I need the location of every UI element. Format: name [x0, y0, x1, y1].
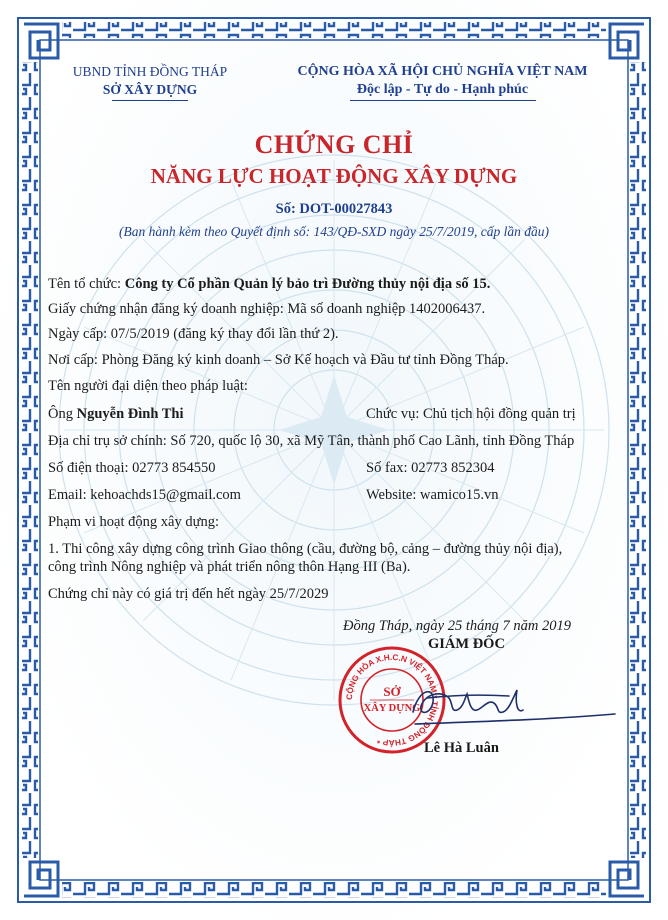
certificate-title: CHỨNG CHỈ [254, 130, 414, 159]
organization-name: Công ty Cổ phần Quản lý bảo trì Đường thủy nội địa số 15. [124, 276, 491, 292]
certificate-subtitle: NĂNG LỰC HOẠT ĐỘNG XÂY DỰNG [150, 164, 518, 188]
representative-prefix: Ông [48, 406, 77, 422]
handwritten-signature [405, 668, 620, 738]
website: Website: wamico15.vn [366, 487, 499, 503]
certificate-number: Số: DOT-00027843 [275, 201, 393, 217]
fax-number: Số fax: 02773 852304 [366, 460, 495, 476]
issue-date: Ngày cấp: 07/5/2019 (đăng ký thay đổi lần thứ 2). [48, 326, 339, 342]
validity-statement: Chứng chỉ này có giá trị đến hết ngày 25/7/2029 [48, 586, 329, 602]
organization-line [48, 276, 490, 293]
scope-item-1: 1. Thi công xây dựng công trình Giao thông (cầu, đường bộ, cảng – đường thủy nội địa), [48, 541, 563, 557]
issuing-authority-parent: UBND TỈNH ĐỒNG THÁP [72, 64, 228, 79]
header-underline-right [350, 100, 536, 101]
header-underline-left [112, 100, 188, 101]
issuing-authority: SỞ XÂY DỰNG [102, 82, 198, 97]
svg-text:SỞ: SỞ [383, 684, 401, 699]
head-office-address: Địa chỉ trụ sở chính: Số 720, quốc lộ 30, xã Mỹ Tân, thành phố Cao Lãnh, tỉnh Đồng Tháp [48, 433, 575, 449]
svg-text:XÂY DỰNG: XÂY DỰNG [363, 703, 421, 714]
scope-label: Phạm vi hoạt động xây dựng: [48, 514, 219, 530]
signer-name: Lê Hà Luân [424, 740, 499, 756]
representative-name: Nguyễn Đình Thi [76, 406, 184, 422]
signer-title: GIÁM ĐỐC [428, 636, 505, 652]
representative-line [48, 406, 184, 423]
svg-text:CỘNG HÒA X.H.C.N VIỆT NAM * TỈ: CỘNG HÒA X.H.C.N VIỆT NAM * TỈNH ĐỒNG THÁP * [344, 652, 440, 748]
national-motto-line1: CỘNG HÒA XÃ HỘI CHỦ NGHĨA VIỆT NAM [297, 64, 588, 79]
signing-place-date: Đồng Tháp, ngày 25 tháng 7 năm 2019 [343, 618, 571, 634]
national-motto-line2: Độc lập - Tự do - Hạnh phúc [356, 82, 529, 97]
issue-place: Nơi cấp: Phòng Đăng ký kinh doanh – Sở Kế hoạch và Đầu tư tỉnh Đồng Tháp. [48, 352, 509, 368]
business-registration: Giấy chứng nhận đăng ký doanh nghiệp: Mã số doanh nghiệp 1402006437. [48, 301, 486, 317]
representative-label: Tên người đại diện theo pháp luật: [48, 378, 248, 394]
scope-item-1-cont: công trình Nông nghiệp và phát triển nông thôn Hạng III (Ba). [48, 559, 411, 575]
email-address: Email: kehoachds15@gmail.com [48, 487, 241, 503]
organization-label: Tên tổ chức: [48, 276, 125, 292]
issuance-note: (Ban hành kèm theo Quyết định số: 143/QĐ-SXD ngày 25/7/2019, cấp lần đầu) [118, 224, 550, 239]
phone-number: Số điện thoại: 02773 854550 [48, 460, 216, 476]
representative-position: Chức vụ: Chủ tịch hội đồng quản trị [366, 406, 576, 422]
